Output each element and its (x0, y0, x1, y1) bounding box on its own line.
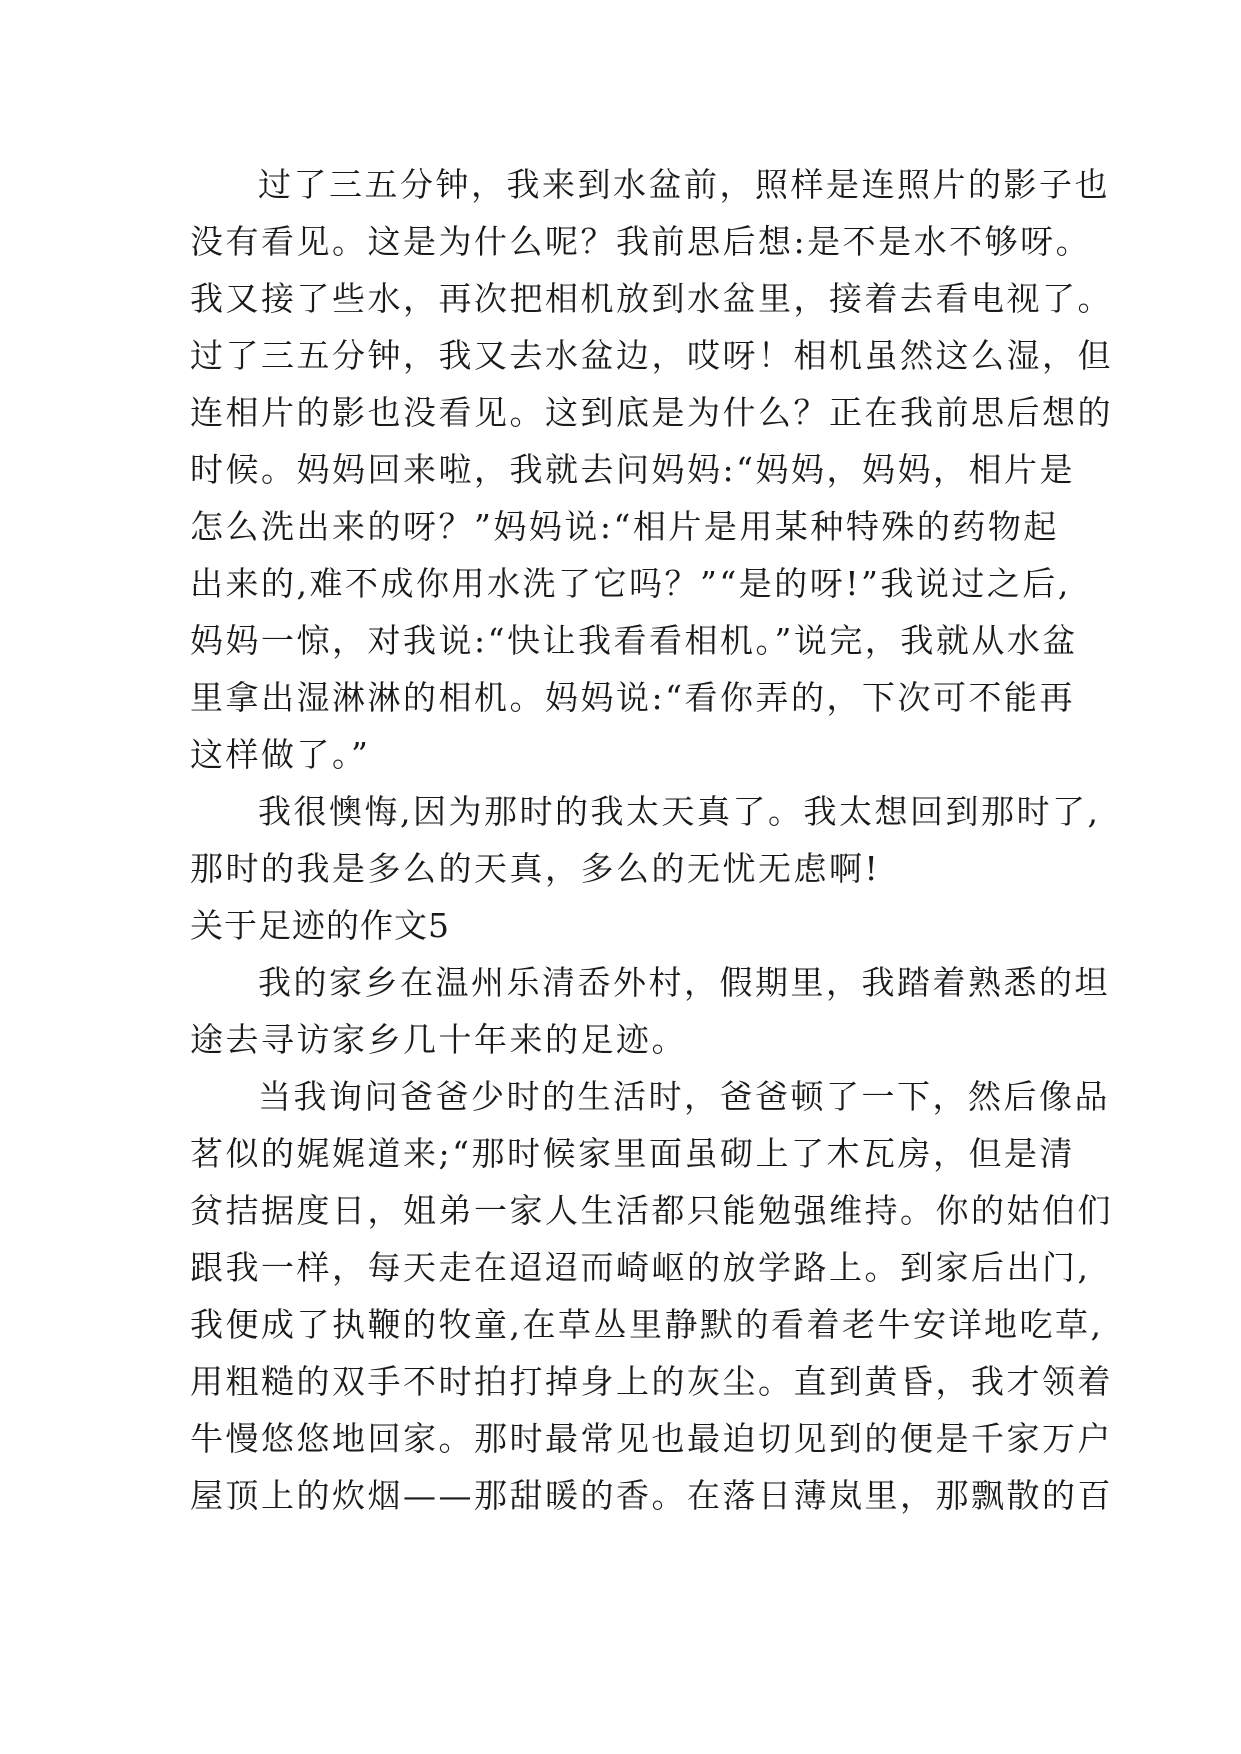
paragraph-2 (190, 783, 1101, 897)
text-line: 过了三五分钟，我来到水盆前，照样是连照片的影子也 (258, 165, 1110, 204)
text-line: 茗似的娓娓道来;“那时候家里面虽砌上了木瓦房，但是清 (190, 1134, 1075, 1173)
text-line: 怎么洗出来的呀？”妈妈说:“相片是用某种特殊的药物起 (190, 507, 1059, 546)
text-line: 时候。妈妈回来啦，我就去问妈妈:“妈妈，妈妈，相片是 (190, 450, 1075, 489)
text-line: 里拿出湿淋淋的相机。妈妈说:“看你弄的，下次可不能再 (190, 678, 1075, 717)
text-line: 途去寻访家乡几十年来的足迹。 (190, 1020, 687, 1059)
text-line: 我很懊悔,因为那时的我太天真了。我太想回到那时了, (258, 792, 1101, 831)
paragraph-4 (190, 1068, 1113, 1524)
text-line: 贫拮据度日，姐弟一家人生活都只能勉强维持。你的姑伯们 (190, 1191, 1113, 1230)
text-line: 那时的我是多么的天真，多么的无忧无虑啊! (190, 849, 881, 888)
text-line: 没有看见。这是为什么呢？我前思后想:是不是水不够呀。 (190, 222, 1092, 261)
essay-text (190, 156, 1113, 1524)
text-line: 我又接了些水，再次把相机放到水盆里，接着去看电视了。 (190, 279, 1113, 318)
text-line: 连相片的影也没看见。这到底是为什么？正在我前思后想的 (190, 393, 1113, 432)
text-line: 牛慢悠悠地回家。那时最常见也最迫切见到的便是千家万户 (190, 1419, 1113, 1458)
text-line: 我便成了执鞭的牧童,在草丛里静默的看着老牛安详地吃草, (190, 1305, 1104, 1344)
text-line: 用粗糙的双手不时拍打掉身上的灰尘。直到黄昏，我才领着 (190, 1362, 1113, 1401)
paragraph-3 (190, 954, 1110, 1068)
text-line: 这样做了。” (190, 735, 371, 774)
text-line: 出来的,难不成你用水洗了它吗？”“是的呀!”我说过之后, (190, 564, 1071, 603)
text-line: 我的家乡在温州乐清岙外村，假期里，我踏着熟悉的坦 (258, 963, 1110, 1002)
text-line: 屋顶上的炊烟——那甜暖的香。在落日薄岚里，那飘散的百 (190, 1476, 1113, 1515)
text-line: 过了三五分钟，我又去水盆边，哎呀！相机虽然这么湿，但 (190, 336, 1113, 375)
text-line: 当我询问爸爸少时的生活时，爸爸顿了一下，然后像品 (258, 1077, 1110, 1116)
paragraph-1 (190, 156, 1113, 783)
section-heading: 关于足迹的作文5 (190, 906, 450, 945)
text-line: 妈妈一惊，对我说:“快让我看看相机。”说完，我就从水盆 (190, 621, 1078, 660)
text-line: 跟我一样，每天走在迢迢而崎岖的放学路上。到家后出门, (190, 1248, 1091, 1287)
